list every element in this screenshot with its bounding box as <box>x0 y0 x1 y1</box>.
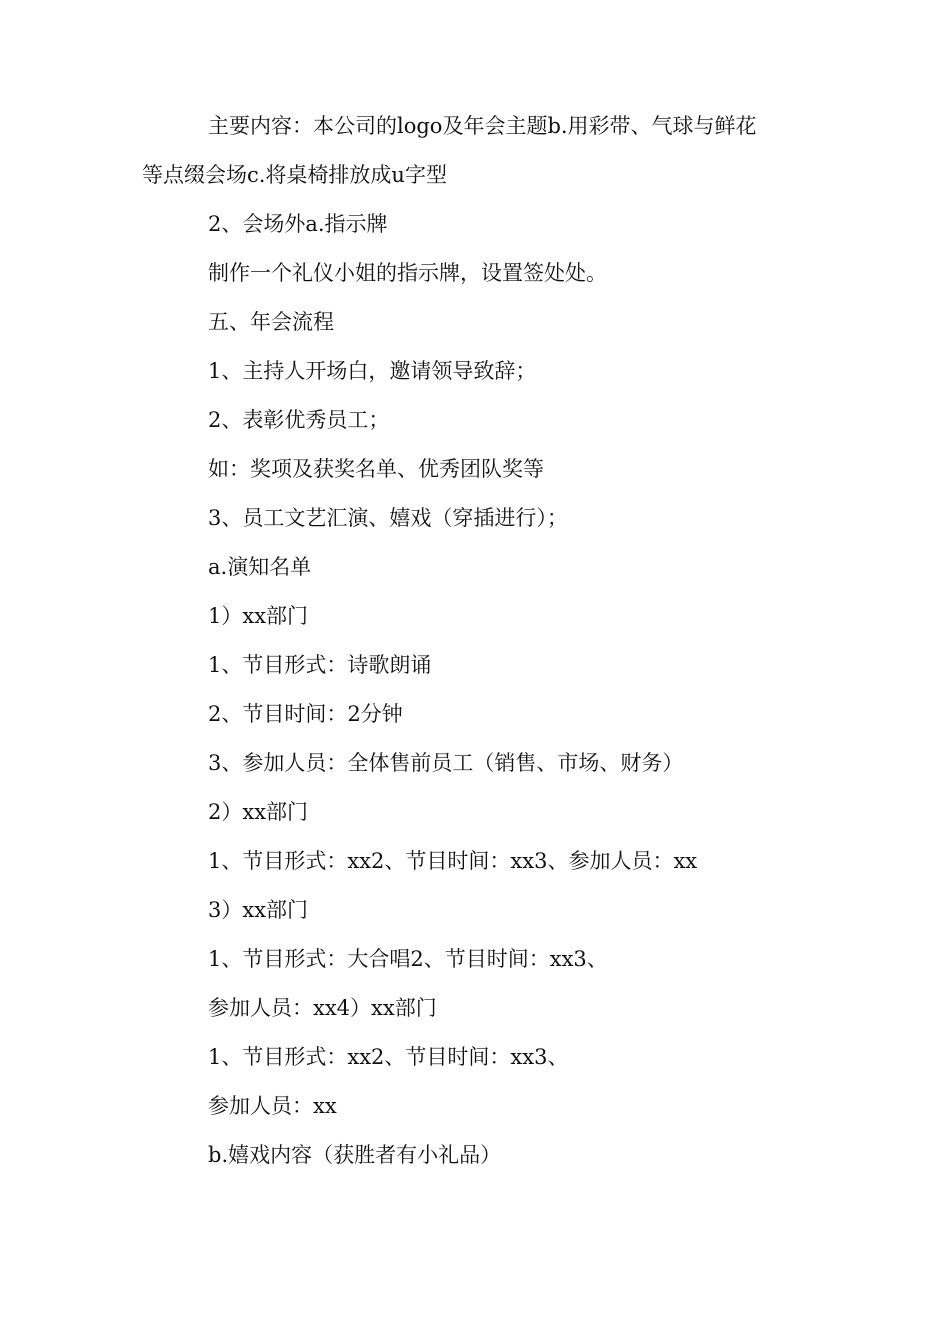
list-item: 1、节目形式：诗歌朗诵 <box>208 653 432 677</box>
list-item: 1、节目形式：xx2、节目时间：xx3、 <box>208 1045 569 1069</box>
list-item: 2、表彰优秀员工； <box>208 408 390 432</box>
list-item: 2、节目时间：2分钟 <box>208 702 403 726</box>
list-item: 3、员工文艺汇演、嬉戏（穿插进行）； <box>208 506 568 530</box>
paragraph-line: 等点缀会场c.将桌椅排放成u字型 <box>142 163 447 187</box>
section-heading: 五、年会流程 <box>208 310 334 334</box>
subheading: b.嬉戏内容（获胜者有小礼品） <box>208 1143 502 1167</box>
list-item: 1、主持人开场白，邀请领导致辞； <box>208 359 537 383</box>
list-item: 1、节目形式：大合唱2、节目时间：xx3、 <box>208 947 608 971</box>
paragraph-line: 如：奖项及获奖名单、优秀团队奖等 <box>208 457 544 481</box>
paragraph-line: 2、会场外a.指示牌 <box>208 212 388 236</box>
subheading: a.演知名单 <box>208 555 312 579</box>
list-item: 3）xx部门 <box>208 898 309 922</box>
paragraph-line: 参加人员：xx <box>208 1094 337 1118</box>
list-item: 1）xx部门 <box>208 604 309 628</box>
paragraph-line: 制作一个礼仪小姐的指示牌，设置签处处。 <box>208 261 607 285</box>
paragraph-line: 参加人员：xx4）xx部门 <box>208 996 437 1020</box>
list-item: 3、参加人员：全体售前员工（销售、市场、财务） <box>208 751 684 775</box>
paragraph-line: 主要内容：本公司的logo及年会主题b.用彩带、气球与鲜花 <box>208 114 757 138</box>
list-item: 2）xx部门 <box>208 800 309 824</box>
list-item: 1、节目形式：xx2、节目时间：xx3、参加人员：xx <box>208 849 698 873</box>
